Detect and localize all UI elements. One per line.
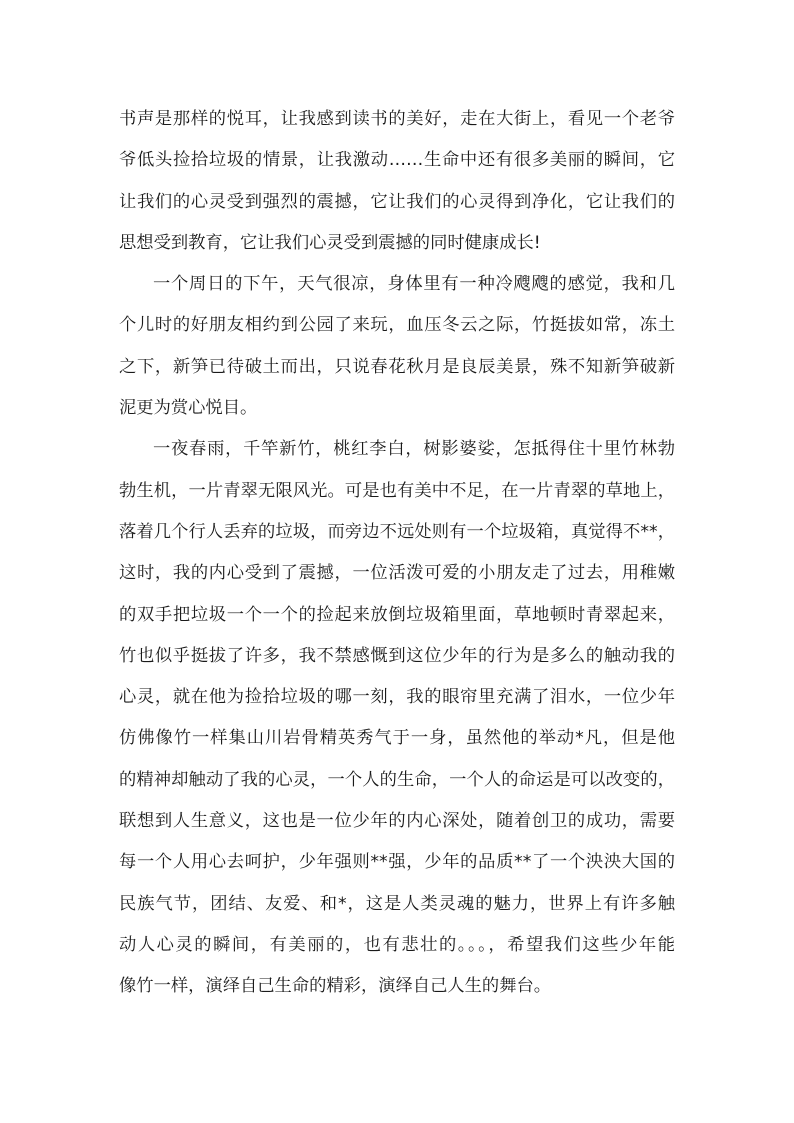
paragraph-1-line-4: 思想受到教育，它让我们心灵受到震撼的同时健康成长! (119, 232, 541, 253)
paragraph-1-line-2: 爷低头捡拾垃圾的情景，让我激动……生命中还有很多美丽的瞬间，它 (119, 150, 675, 171)
paragraph-3-line-14: 像竹一样，演绎自己生命的精彩，演绎自己人生的舞台。 (119, 976, 552, 997)
paragraph-3-line-2: 勃生机，一片青翠无限风光。可是也有美中不足，在一片青翠的草地上， (119, 480, 675, 501)
paragraph-2-line-4: 泥更为赏心悦目。 (119, 398, 258, 419)
paragraph-3-line-13: 动人心灵的瞬间，有美丽的，也有悲壮的。。。，希望我们这些少年能 (119, 934, 675, 955)
paragraph-3-line-6: 竹也似乎挺拔了许多，我不禁感慨到这位少年的行为是多么的触动我的 (119, 645, 675, 666)
paragraph-3-line-7: 心灵，就在他为捡拾垃圾的哪一刻，我的眼帘里充满了泪水，一位少年 (119, 687, 675, 708)
paragraph-3-line-8: 仿佛像竹一样集山川岩骨精英秀气于一身，虽然他的举动*凡，但是他 (119, 728, 675, 749)
paragraph-3-line-10: 联想到人生意义，这也是一位少年的内心深处，随着创卫的成功，需要 (119, 811, 675, 832)
paragraph-3-line-4: 这时，我的内心受到了震撼，一位活泼可爱的小朋友走了过去，用稚嫩 (119, 563, 675, 584)
paragraph-1-line-3: 让我们的心灵受到强烈的震撼，它让我们的心灵得到净化，它让我们的 (119, 191, 675, 212)
paragraph-1-line-1: 书声是那样的悦耳，让我感到读书的美好，走在大街上，看见一个老爷 (119, 109, 675, 129)
paragraph-3-line-1: 一夜春雨，千竿新竹，桃红李白，树影婆娑，怎抵得住十里竹林勃 (153, 439, 675, 460)
paragraph-3-line-12: 民族气节，团结、友爱、和*，这是人类灵魂的魅力，世界上有许多触 (119, 893, 675, 914)
paragraph-2-line-1: 一个周日的下午，天气很凉，身体里有一种冷飕飕的感觉，我和几 (153, 274, 675, 295)
paragraph-3-line-9: 的精神却触动了我的心灵，一个人的生命，一个人的命运是可以改变的， (119, 769, 675, 790)
paragraph-3-line-5: 的双手把垃圾一个一个的捡起来放倒垃圾箱里面，草地顿时青翠起来， (119, 604, 675, 625)
paragraph-2-line-3: 之下，新笋已待破土而出，只说春花秋月是良辰美景，殊不知新笋破新 (119, 356, 675, 377)
paragraph-3-line-11: 每一个人用心去呵护，少年强则**强，少年的品质**了一个泱泱大国的 (119, 852, 675, 873)
paragraph-2-line-2: 个儿时的好朋友相约到公园了来玩，血压冬云之际，竹挺拔如常，冻土 (119, 315, 675, 336)
paragraph-3-line-3: 落着几个行人丢弃的垃圾，而旁边不远处则有一个垃圾箱，真觉得不**， (119, 521, 675, 542)
article-body (119, 99, 675, 1008)
